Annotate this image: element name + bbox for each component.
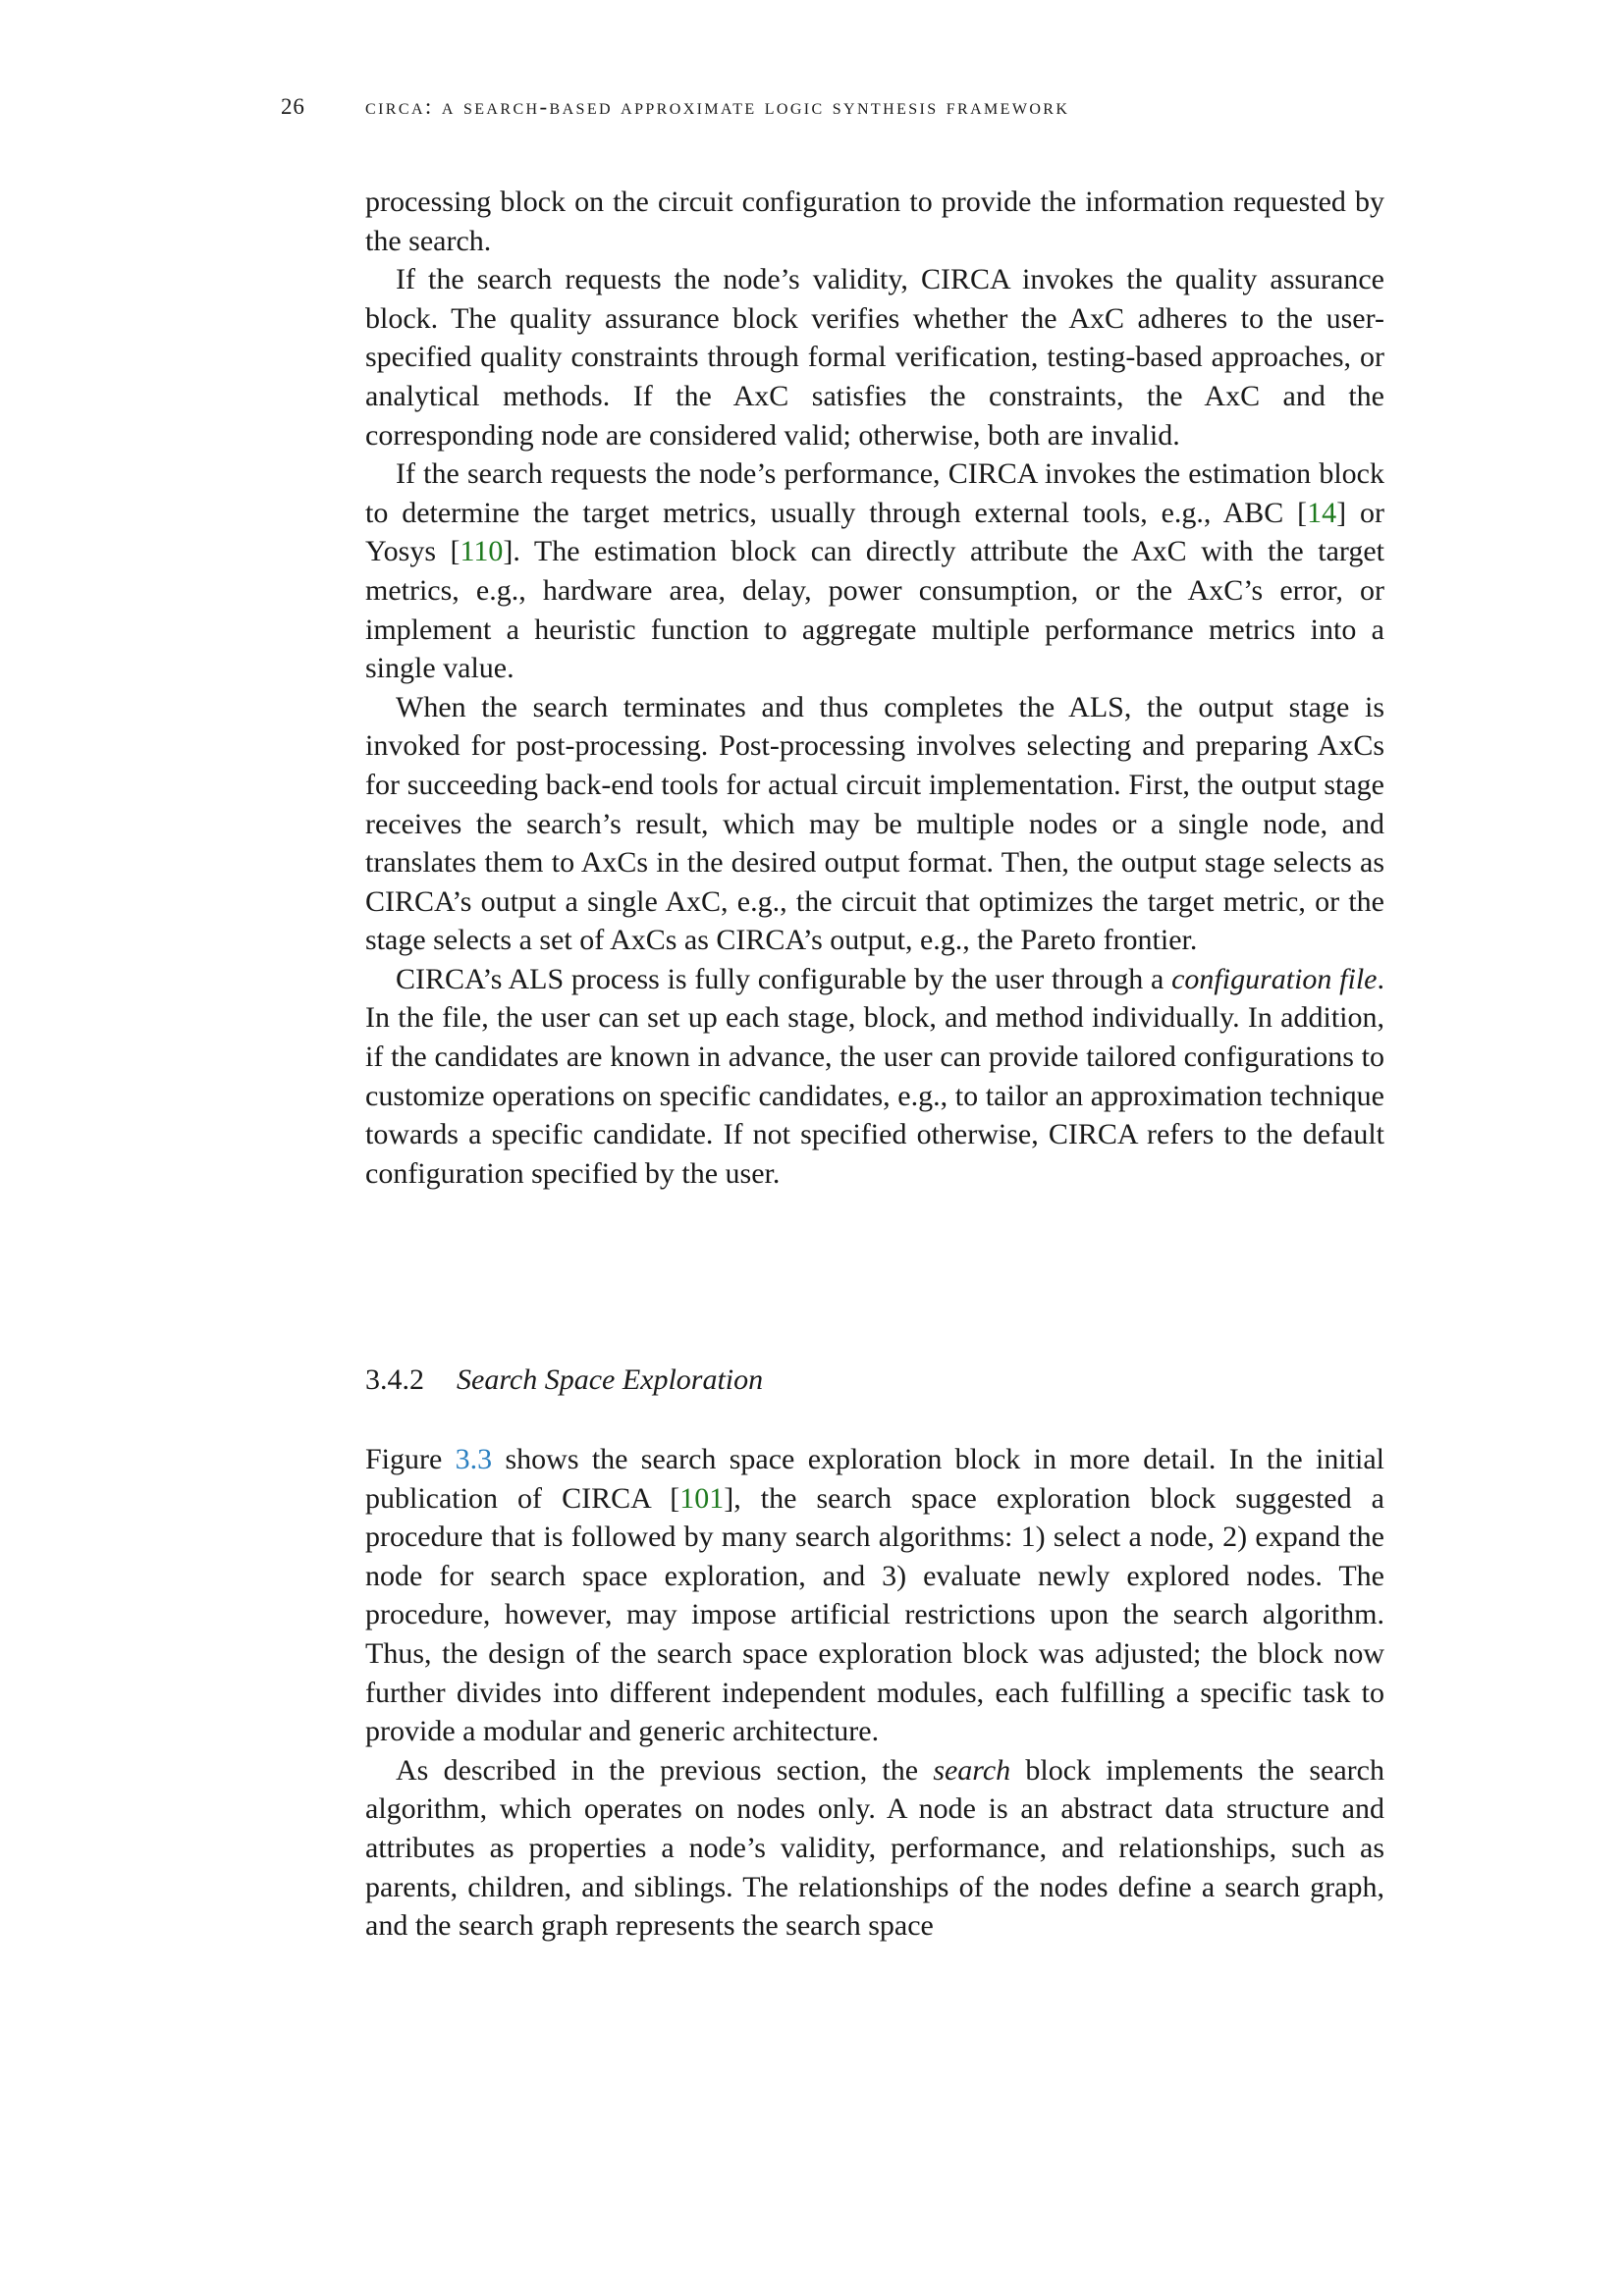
section-number: 3.4.2 (365, 1363, 424, 1396)
paragraph-configuration-file: CIRCA’s ALS process is fully configurable by the user through a configuration file. In the file, the user can set up each stage, block, and method individually. In addition, if the candidates are known in advance, the user can provide tailored configurations to customize operations on specific candidates, e.g., to tailor an approximation technique towards a specific candidate. If not specified otherwise, CIRCA refers to the default configuration specified by the user. (365, 962, 1384, 1190)
body-text-bottom (365, 1440, 1384, 1946)
body-text-top (365, 183, 1384, 1193)
paragraph-figure-reference: Figure 3.3 shows the search space exploration block in more detail. In the initial publication of CIRCA [101], the search space exploration block suggested a procedure that is followed by many search algorithms: 1) select a node, 2) expand the node for search space exploration, and 3) evaluate newly explored nodes. The procedure, however, may impose artificial restrictions upon the search algorithm. Thus, the design of the search space exploration block was adjusted; the block now further divides into different independent modules, each fulfilling a specific task to provide a modular and generic architecture. (365, 1443, 1384, 1748)
paragraph-quality-assurance: If the search requests the node’s validity, CIRCA invokes the quality assurance block. The quality assurance block verifies whether the AxC adheres to the user-specified quality constraints through formal verification, testing-based approaches, or analytical methods. If the AxC satisfies the constraints, the AxC and the corresponding node are considered valid; otherwise, both are invalid. (365, 263, 1384, 452)
paragraph-search-block: As described in the previous section, the search block implements the search algorithm, which operates on nodes only. A node is an abstract data structure and attributes as properties a node’s validity, performance, and relationships, such as parents, children, and siblings. The relationships of the nodes define a search graph, and the search graph represents the search space (365, 1753, 1384, 1943)
page-number: 26 (281, 94, 305, 119)
figure-link-3-3[interactable]: 3.3 (455, 1443, 493, 1475)
running-head (281, 94, 1379, 130)
paragraph-estimation-block: If the search requests the node’s performance, CIRCA invokes the estimation block to determine the target metrics, usually through external tools, e.g., ABC [14] or Yosys [110]. The estimation block can directly attribute the AxC with the target metrics, e.g., hardware area, delay, power consumption, or the AxC’s error, or implement a heuristic function to aggregate multiple performance metrics into a single value. (365, 457, 1385, 685)
chapter-title: circa: a search-based approximate logic synthesis framework (365, 94, 1070, 119)
paragraph-output-stage: When the search terminates and thus completes the ALS, the output stage is invoked for post-processing. Post-processing involves selecting and preparing AxCs for succeeding back-end tools for actual circuit implementation. First, the output stage receives the search’s result, which may be multiple nodes or a single node, and translates them to AxCs in the desired output format. Then, the output stage selects as CIRCA’s output a single AxC, e.g., the circuit that optimizes the target metric, or the stage selects a set of AxCs as CIRCA’s output, e.g., the Pareto frontier. (365, 690, 1384, 957)
citation-link-101[interactable]: 101 (679, 1481, 725, 1515)
section-heading (365, 1361, 763, 1400)
citation-link-110[interactable]: 110 (460, 535, 504, 568)
section-title: Search Space Exploration (457, 1363, 764, 1396)
paragraph-processing-block: processing block on the circuit configuration to provide the information requested by the search. (365, 186, 1384, 257)
emphasis-search: search (933, 1753, 1011, 1787)
citation-link-14[interactable]: 14 (1307, 496, 1337, 529)
emphasis-configuration-file: configuration file (1171, 962, 1378, 995)
